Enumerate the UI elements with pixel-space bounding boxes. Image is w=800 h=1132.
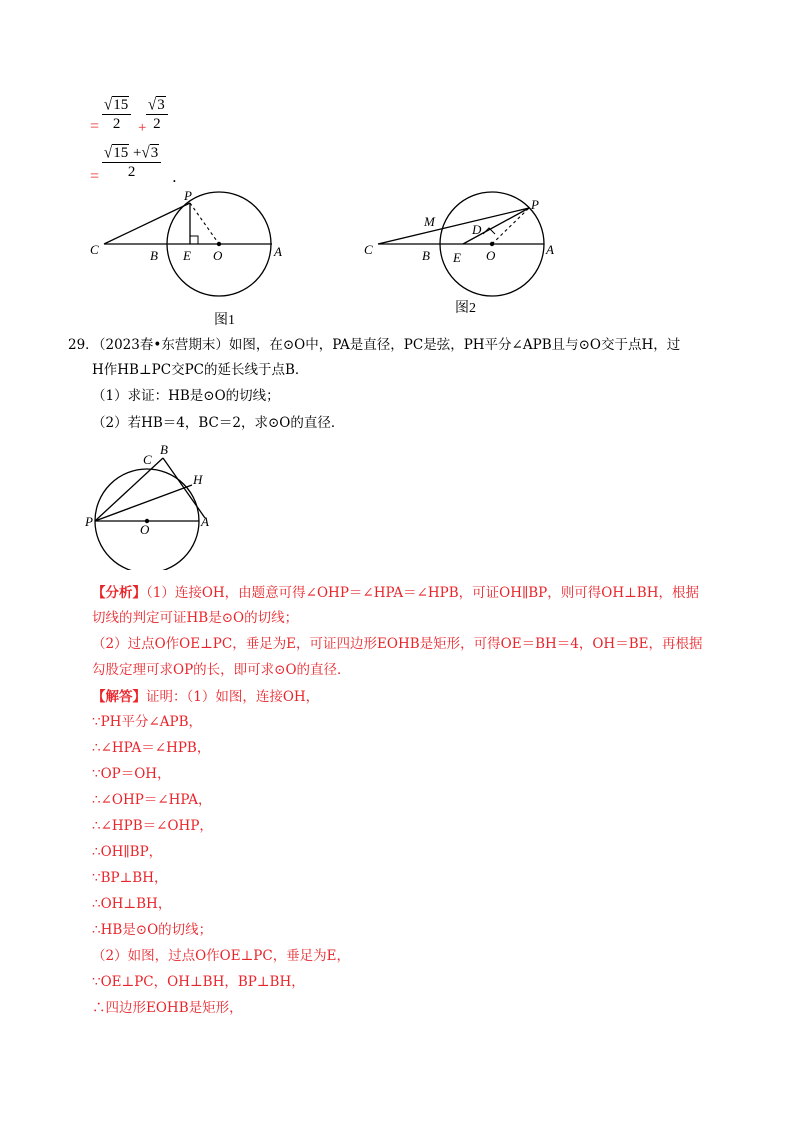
- step-1: ∵PH平分∠APB，: [92, 714, 203, 730]
- label-B: B: [160, 442, 168, 457]
- fraction-sqrt15-over-2: $\frac{√15}{2}$: [102, 96, 131, 133]
- problem-number: 29．: [68, 337, 99, 353]
- analysis-text-1: （1）连接OH，由题意可得∠OHP＝∠HPA＝∠HPB，可证OH∥BP，则可得OH⊥BH，根据: [146, 585, 699, 601]
- label-H: H: [193, 472, 203, 487]
- label-C: C: [143, 452, 152, 467]
- figure-3: [85, 438, 225, 570]
- step-8: ∴OH⊥BH，: [92, 896, 172, 912]
- label-C: C: [90, 242, 99, 257]
- step-12: ∴四边形EOHB是矩形，: [92, 1000, 243, 1016]
- label-E: E: [453, 250, 461, 265]
- label-P: P: [85, 514, 93, 529]
- answer-line: [92, 687, 319, 707]
- step-2: ∴∠HPA＝∠HPB，: [92, 740, 211, 756]
- sqrt-3: 3: [157, 97, 165, 113]
- analysis-line-3: （2）过点O作OE⊥PC，垂足为E，可证四边形EOHB是矩形，可得OE＝BH＝4，OH＝BE，再根据: [92, 636, 703, 652]
- problem-line-2: H作HB⊥PC交PC的延长线于点B．: [92, 362, 309, 378]
- label-A: A: [201, 514, 209, 529]
- problem-question-1: （1）求证：HB是⊙O的切线；: [92, 388, 280, 404]
- step-3: ∵OP＝OH，: [92, 766, 171, 782]
- label-A: A: [546, 242, 554, 257]
- step-7: ∵BP⊥BH，: [92, 870, 168, 886]
- label-P: P: [184, 188, 192, 203]
- caption-figure-1: 图1: [214, 313, 235, 328]
- sqrt-15: 15: [113, 145, 129, 161]
- label-O: O: [213, 248, 223, 263]
- plus-sign: +: [138, 120, 147, 136]
- figure-2: [360, 188, 590, 318]
- caption-figure-2: 图2: [455, 301, 476, 316]
- step-4: ∴∠OHP＝∠HPA，: [92, 792, 212, 808]
- label-E: E: [183, 248, 191, 263]
- denominator: 2: [112, 116, 121, 132]
- step-6: ∴OH∥BP，: [92, 844, 163, 860]
- period: .: [172, 168, 177, 186]
- step-5: ∴∠HPB＝∠OHP，: [92, 818, 213, 834]
- denominator: 2: [153, 116, 161, 132]
- analysis-tag: 【分析】: [92, 585, 146, 601]
- fraction-sqrt3-over-2: $\frac{√3}{2}$: [146, 96, 168, 133]
- analysis-line-1: [92, 583, 699, 603]
- label-D: D: [472, 222, 482, 237]
- step-10: （2）如图，过点O作OE⊥PC，垂足为E，: [92, 948, 351, 964]
- step-11: ∵OE⊥PC，OH⊥BH，BP⊥BH，: [92, 974, 305, 990]
- label-C: C: [364, 242, 373, 257]
- answer-tag: 【解答】: [92, 689, 146, 705]
- label-B: B: [422, 248, 430, 263]
- sqrt-3: 3: [150, 145, 159, 161]
- equals-sign-1: =: [90, 118, 100, 135]
- problem-question-2: （2）若HB＝4，BC＝2，求⊙O的直径．: [92, 415, 345, 431]
- label-P: P: [531, 197, 539, 212]
- equals-sign-2: =: [90, 168, 100, 185]
- sqrt-15: 15: [113, 97, 129, 113]
- label-O: O: [486, 248, 496, 263]
- label-O: O: [140, 522, 150, 537]
- label-A: A: [274, 244, 282, 259]
- label-B: B: [150, 248, 158, 263]
- answer-intro: 证明：（1）如图，连接OH，: [146, 689, 320, 705]
- analysis-line-2: 切线的判定可证HB是⊙O的切线；: [92, 610, 299, 626]
- problem-line-1: （2023春•东营期末）如图，在⊙O中，PA是直径，PC是弦，PH平分∠APB且与⊙O交于点H，过: [92, 337, 681, 353]
- fraction-sum-over-2: $\frac{√15 +√3}{2}$: [102, 144, 161, 181]
- plus-sign: +: [132, 145, 142, 161]
- label-M: M: [424, 214, 435, 229]
- step-9: ∴HB是⊙O的切线；: [92, 922, 213, 938]
- denominator: 2: [127, 164, 136, 180]
- analysis-line-4: 勾股定理可求OP的长，即可求⊙O的直径．: [92, 662, 351, 678]
- figure-1: [80, 188, 300, 328]
